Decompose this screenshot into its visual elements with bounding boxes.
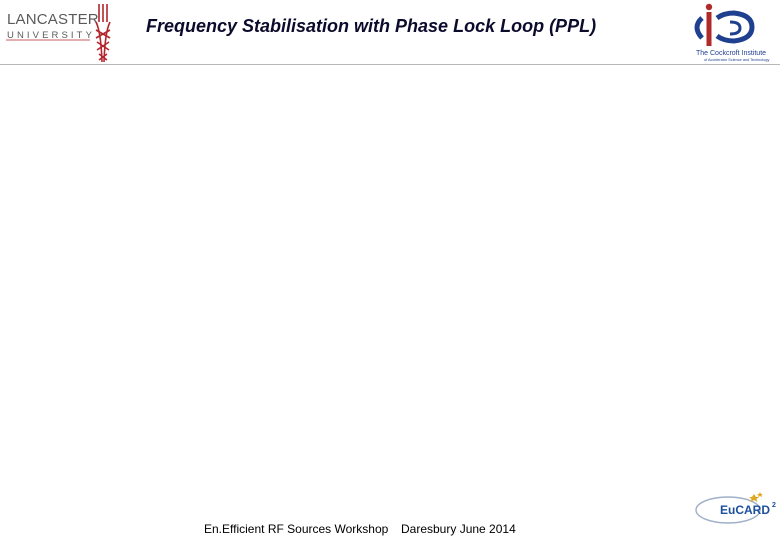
svg-text:of Accelerator Science and Tec: of Accelerator Science and Technology <box>704 58 770 62</box>
header-divider <box>0 64 780 65</box>
slide-header <box>0 0 780 65</box>
eucard-logo <box>692 488 780 528</box>
footer-date-text: Daresbury June 2014 <box>401 522 516 536</box>
slide-content <box>0 66 780 516</box>
svg-text:The Cockcroft Institute: The Cockcroft Institute <box>696 50 767 57</box>
svg-text:2: 2 <box>772 502 776 509</box>
lancaster-university-logo <box>6 2 120 64</box>
svg-text:UNIVERSITY: UNIVERSITY <box>7 30 96 41</box>
cockcroft-institute-logo <box>690 0 780 64</box>
svg-text:EuCARD: EuCARD <box>720 503 770 517</box>
slide-title: Frequency Stabilisation with Phase Lock Loop (PPL) <box>146 16 597 36</box>
cockcroft-i-icon <box>697 4 752 46</box>
footer-workshop-text: En.Efficient RF Sources Workshop <box>204 522 389 536</box>
svg-text:LANCASTER: LANCASTER <box>7 11 99 28</box>
